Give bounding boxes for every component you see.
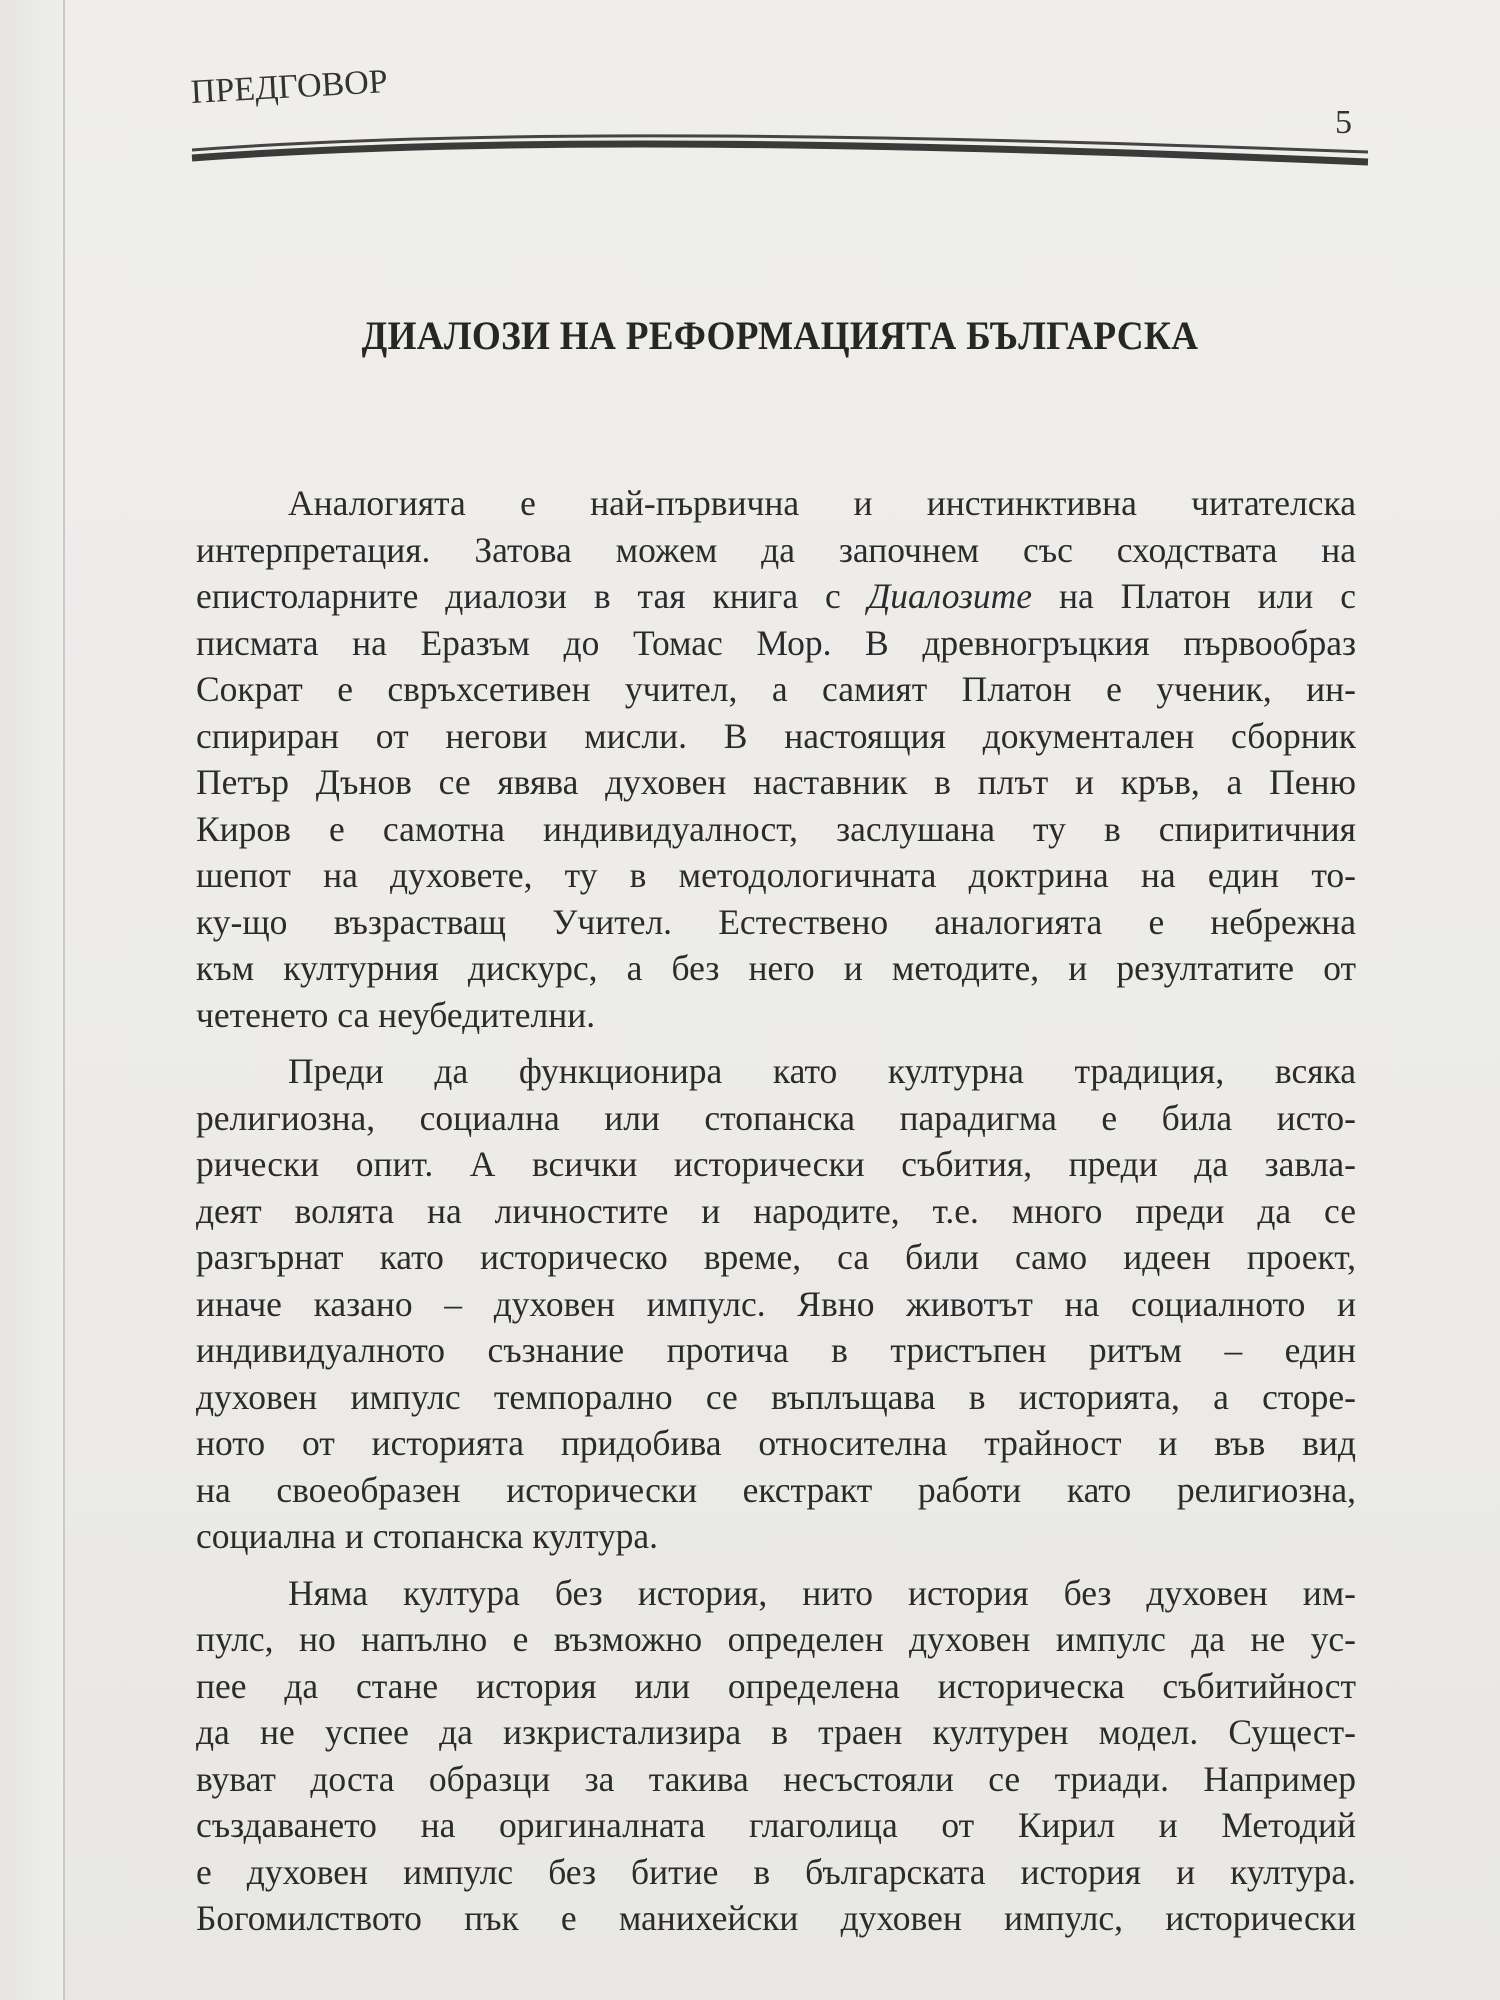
text-line: пулс, но напълно е възможно определен духовен импулс да не ус- — [196, 1619, 1356, 1659]
text-line: да не успее да изкристализира в траен културен модел. Сущест- — [196, 1712, 1356, 1752]
text-line: духовен импулс темпорално се въплъщава в историята, а сторе- — [196, 1376, 1356, 1417]
text-line: е духовен импулс без битие в българската история и култура. — [196, 1851, 1356, 1892]
text-line: религиозна, социална или стопанска парадигма е била исто- — [196, 1097, 1356, 1138]
body-text — [196, 480, 1356, 1942]
text-line: Преди да функционира като културна традиция, всяка — [288, 1051, 1356, 1091]
text-line: Няма култура без история, нито история без духовен им- — [288, 1572, 1356, 1613]
text-line: на своеобразен исторически екстракт работи като религиозна, — [196, 1469, 1356, 1510]
text-line: шепот на духовете, ту в методологичната доктрина на един то- — [196, 855, 1356, 895]
paragraph-1 — [196, 480, 1356, 1038]
paragraph-gap — [196, 1038, 1356, 1048]
running-head: ПРЕДГОВОР — [189, 63, 389, 112]
text-line: спириран от негови мисли. В настоящия документален сборник — [196, 715, 1356, 756]
text-line: ното от историята придобива относителна трайност и във вид — [196, 1423, 1356, 1463]
text-segment: на Платон или с — [1032, 576, 1356, 616]
page-number: 5 — [1335, 104, 1352, 141]
adjacent-page-strip — [0, 0, 63, 2000]
text-line: Богомилството пък е манихейски духовен импулс, исторически — [196, 1898, 1356, 1938]
text-line: Петър Дънов се явява духовен наставник в плът и кръв, а Пеню — [196, 762, 1356, 802]
text-line: интерпретация. Затова можем да започнем със сходствата на — [196, 529, 1356, 570]
text-line: разгърнат като историческо време, са били само идеен проект, — [196, 1237, 1356, 1277]
text-line: вуват доста образци за такива несъстояли се триади. Например — [196, 1758, 1356, 1799]
text-line: рически опит. А всички исторически събития, преди да завла- — [196, 1144, 1356, 1184]
text-line: Киров е самотна индивидуалност, заслушана ту в спиритичния — [196, 808, 1356, 849]
paragraph-gap — [196, 1560, 1356, 1570]
text-segment: епистоларните диалози в тая книга с — [196, 576, 868, 616]
header-double-rule — [190, 118, 1370, 178]
text-line: иначе казано – духовен импулс. Явно животът на социалното и — [196, 1283, 1356, 1324]
text-line: деят волята на личностите и народите, т.е. много преди да се — [196, 1190, 1356, 1231]
chapter-title: ДИАЛОЗИ НА РЕФОРМАЦИЯТА БЪЛГАРСКА — [361, 313, 1199, 358]
italic-book-title: Диалозите — [867, 576, 1032, 616]
text-line: писмата на Еразъм до Томас Мор. В древногръцкия първообраз — [196, 622, 1356, 663]
text-line: пее да стане история или определена историческа събитийност — [196, 1665, 1356, 1706]
text-line: индивидуалното съзнание протича в тристъпен ритъм – един — [196, 1330, 1356, 1370]
text-line: четенето са неубедителни. — [196, 994, 596, 1035]
paragraph-2 — [196, 1048, 1356, 1560]
text-line-with-italic — [196, 573, 1356, 620]
text-line: ку-що възрастващ Учител. Естествено аналогията е небрежна — [196, 901, 1356, 942]
text-line: Аналогията е най-първична и инстинктивна читателска — [288, 483, 1356, 523]
paragraph-3 — [196, 1570, 1356, 1942]
text-line: към културния дискурс, а без него и методите, и резултатите от — [196, 948, 1356, 988]
text-line: социална и стопанска култура. — [196, 1516, 659, 1556]
text-line: създаването на оригиналната глаголица от Кирил и Методий — [196, 1805, 1356, 1845]
text-line: Сократ е свръхсетивен учител, а самият Платон е ученик, ин- — [196, 669, 1356, 709]
